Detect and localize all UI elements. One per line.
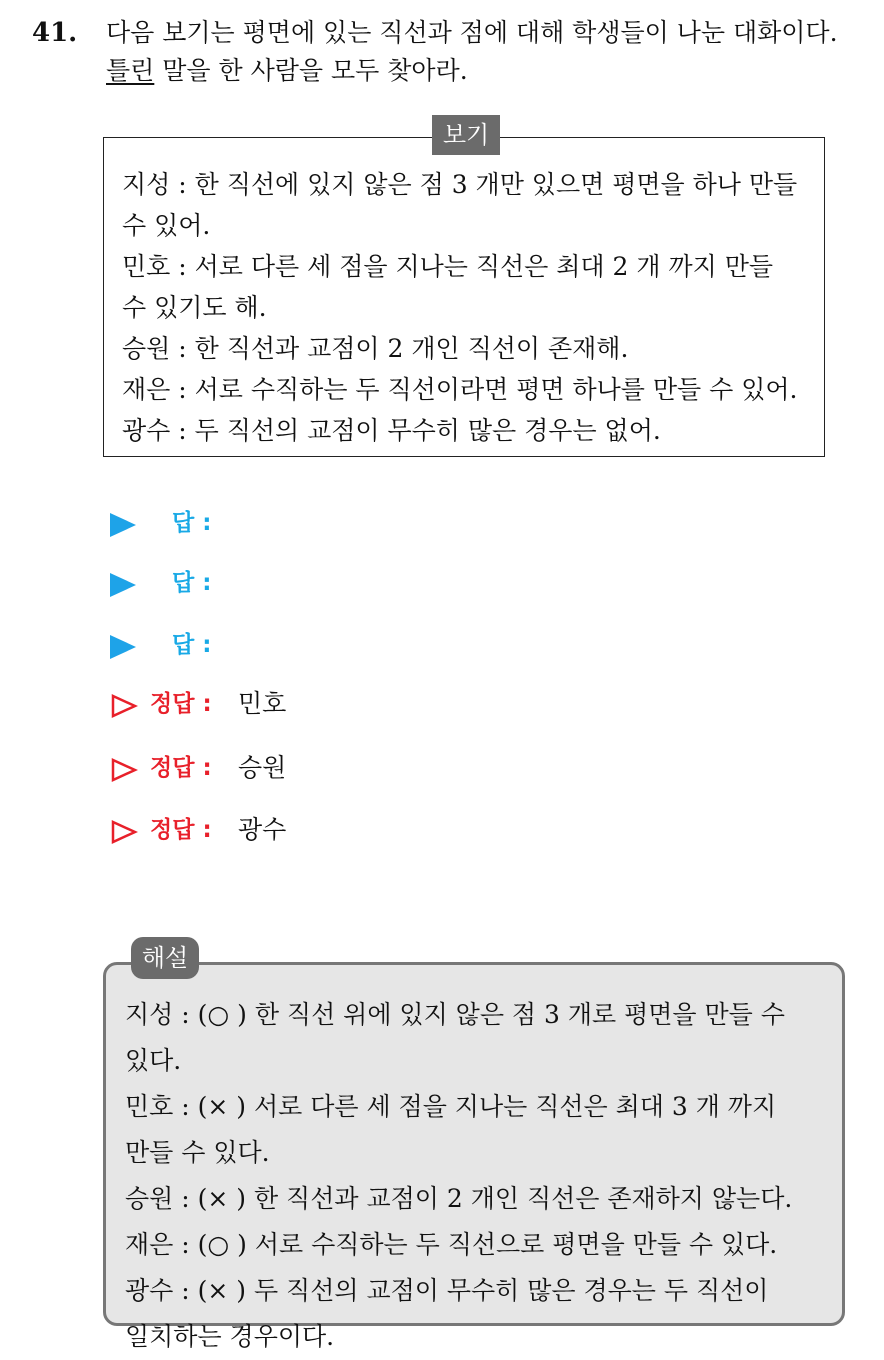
bogi-line: 수 있어. [122, 211, 211, 240]
play-triangle-icon [110, 573, 136, 597]
correct-answer-value: 광수 [238, 815, 287, 844]
question-line-2 [106, 52, 876, 90]
question-number: 41. [32, 18, 78, 48]
answer-label: 답 : [172, 510, 212, 536]
explanation-label: 해설 [131, 937, 199, 979]
bogi-content [122, 164, 822, 451]
correct-answer-row-3 [110, 812, 287, 848]
explanation-line: 민호 : (× ) 서로 다른 세 점을 지나는 직선은 최대 3 개 까지 [125, 1092, 777, 1121]
explanation-line: 만들 수 있다. [125, 1138, 270, 1167]
correct-answer-label: 정답 : [150, 817, 212, 843]
correct-answer-row-1 [110, 686, 287, 722]
outline-triangle-icon [110, 693, 138, 719]
bogi-line: 지성 : 한 직선에 있지 않은 점 3 개만 있으면 평면을 하나 만들 [122, 170, 798, 199]
answer-label: 답 : [172, 570, 212, 596]
question-text [106, 14, 876, 90]
explanation-line: 있다. [125, 1046, 182, 1075]
bogi-line: 수 있기도 해. [122, 293, 267, 322]
outline-triangle-icon [110, 819, 138, 845]
answer-row-2[interactable] [110, 565, 212, 601]
bogi-line: 광수 : 두 직선의 교점이 무수히 많은 경우는 없어. [122, 416, 661, 445]
correct-answer-label: 정답 : [150, 755, 212, 781]
explanation-line: 승원 : (× ) 한 직선과 교점이 2 개인 직선은 존재하지 않는다. [125, 1184, 793, 1213]
explanation-line: 재은 : (○ ) 서로 수직하는 두 직선으로 평면을 만들 수 있다. [125, 1230, 778, 1259]
bogi-label: 보기 [432, 115, 500, 155]
play-triangle-icon [110, 513, 136, 537]
correct-answer-value: 승원 [238, 753, 287, 782]
play-triangle-icon [110, 635, 136, 659]
explanation-content [125, 992, 835, 1360]
bogi-line: 승원 : 한 직선과 교점이 2 개인 직선이 존재해. [122, 334, 629, 363]
explanation-line: 지성 : (○ ) 한 직선 위에 있지 않은 점 3 개로 평면을 만들 수 [125, 1000, 785, 1029]
question-underlined-word: 틀린 [106, 56, 155, 85]
outline-triangle-icon [110, 757, 138, 783]
correct-answer-value: 민호 [238, 689, 287, 718]
bogi-line: 재은 : 서로 수직하는 두 직선이라면 평면 하나를 만들 수 있어. [122, 375, 798, 404]
explanation-line: 일치하는 경우이다. [125, 1322, 335, 1351]
answer-row-1[interactable] [110, 505, 212, 541]
correct-answer-row-2 [110, 750, 287, 786]
answer-label: 답 : [172, 632, 212, 658]
explanation-line: 광수 : (× ) 두 직선의 교점이 무수히 많은 경우는 두 직선이 [125, 1276, 769, 1305]
correct-answer-label: 정답 : [150, 691, 212, 717]
answer-row-3[interactable] [110, 627, 212, 663]
bogi-line: 민호 : 서로 다른 세 점을 지나는 직선은 최대 2 개 까지 만들 [122, 252, 773, 281]
question-line-2-rest: 말을 한 사람을 모두 찾아라. [154, 56, 468, 85]
question-line-1: 다음 보기는 평면에 있는 직선과 점에 대해 학생들이 나눈 대화이다. [106, 18, 838, 47]
